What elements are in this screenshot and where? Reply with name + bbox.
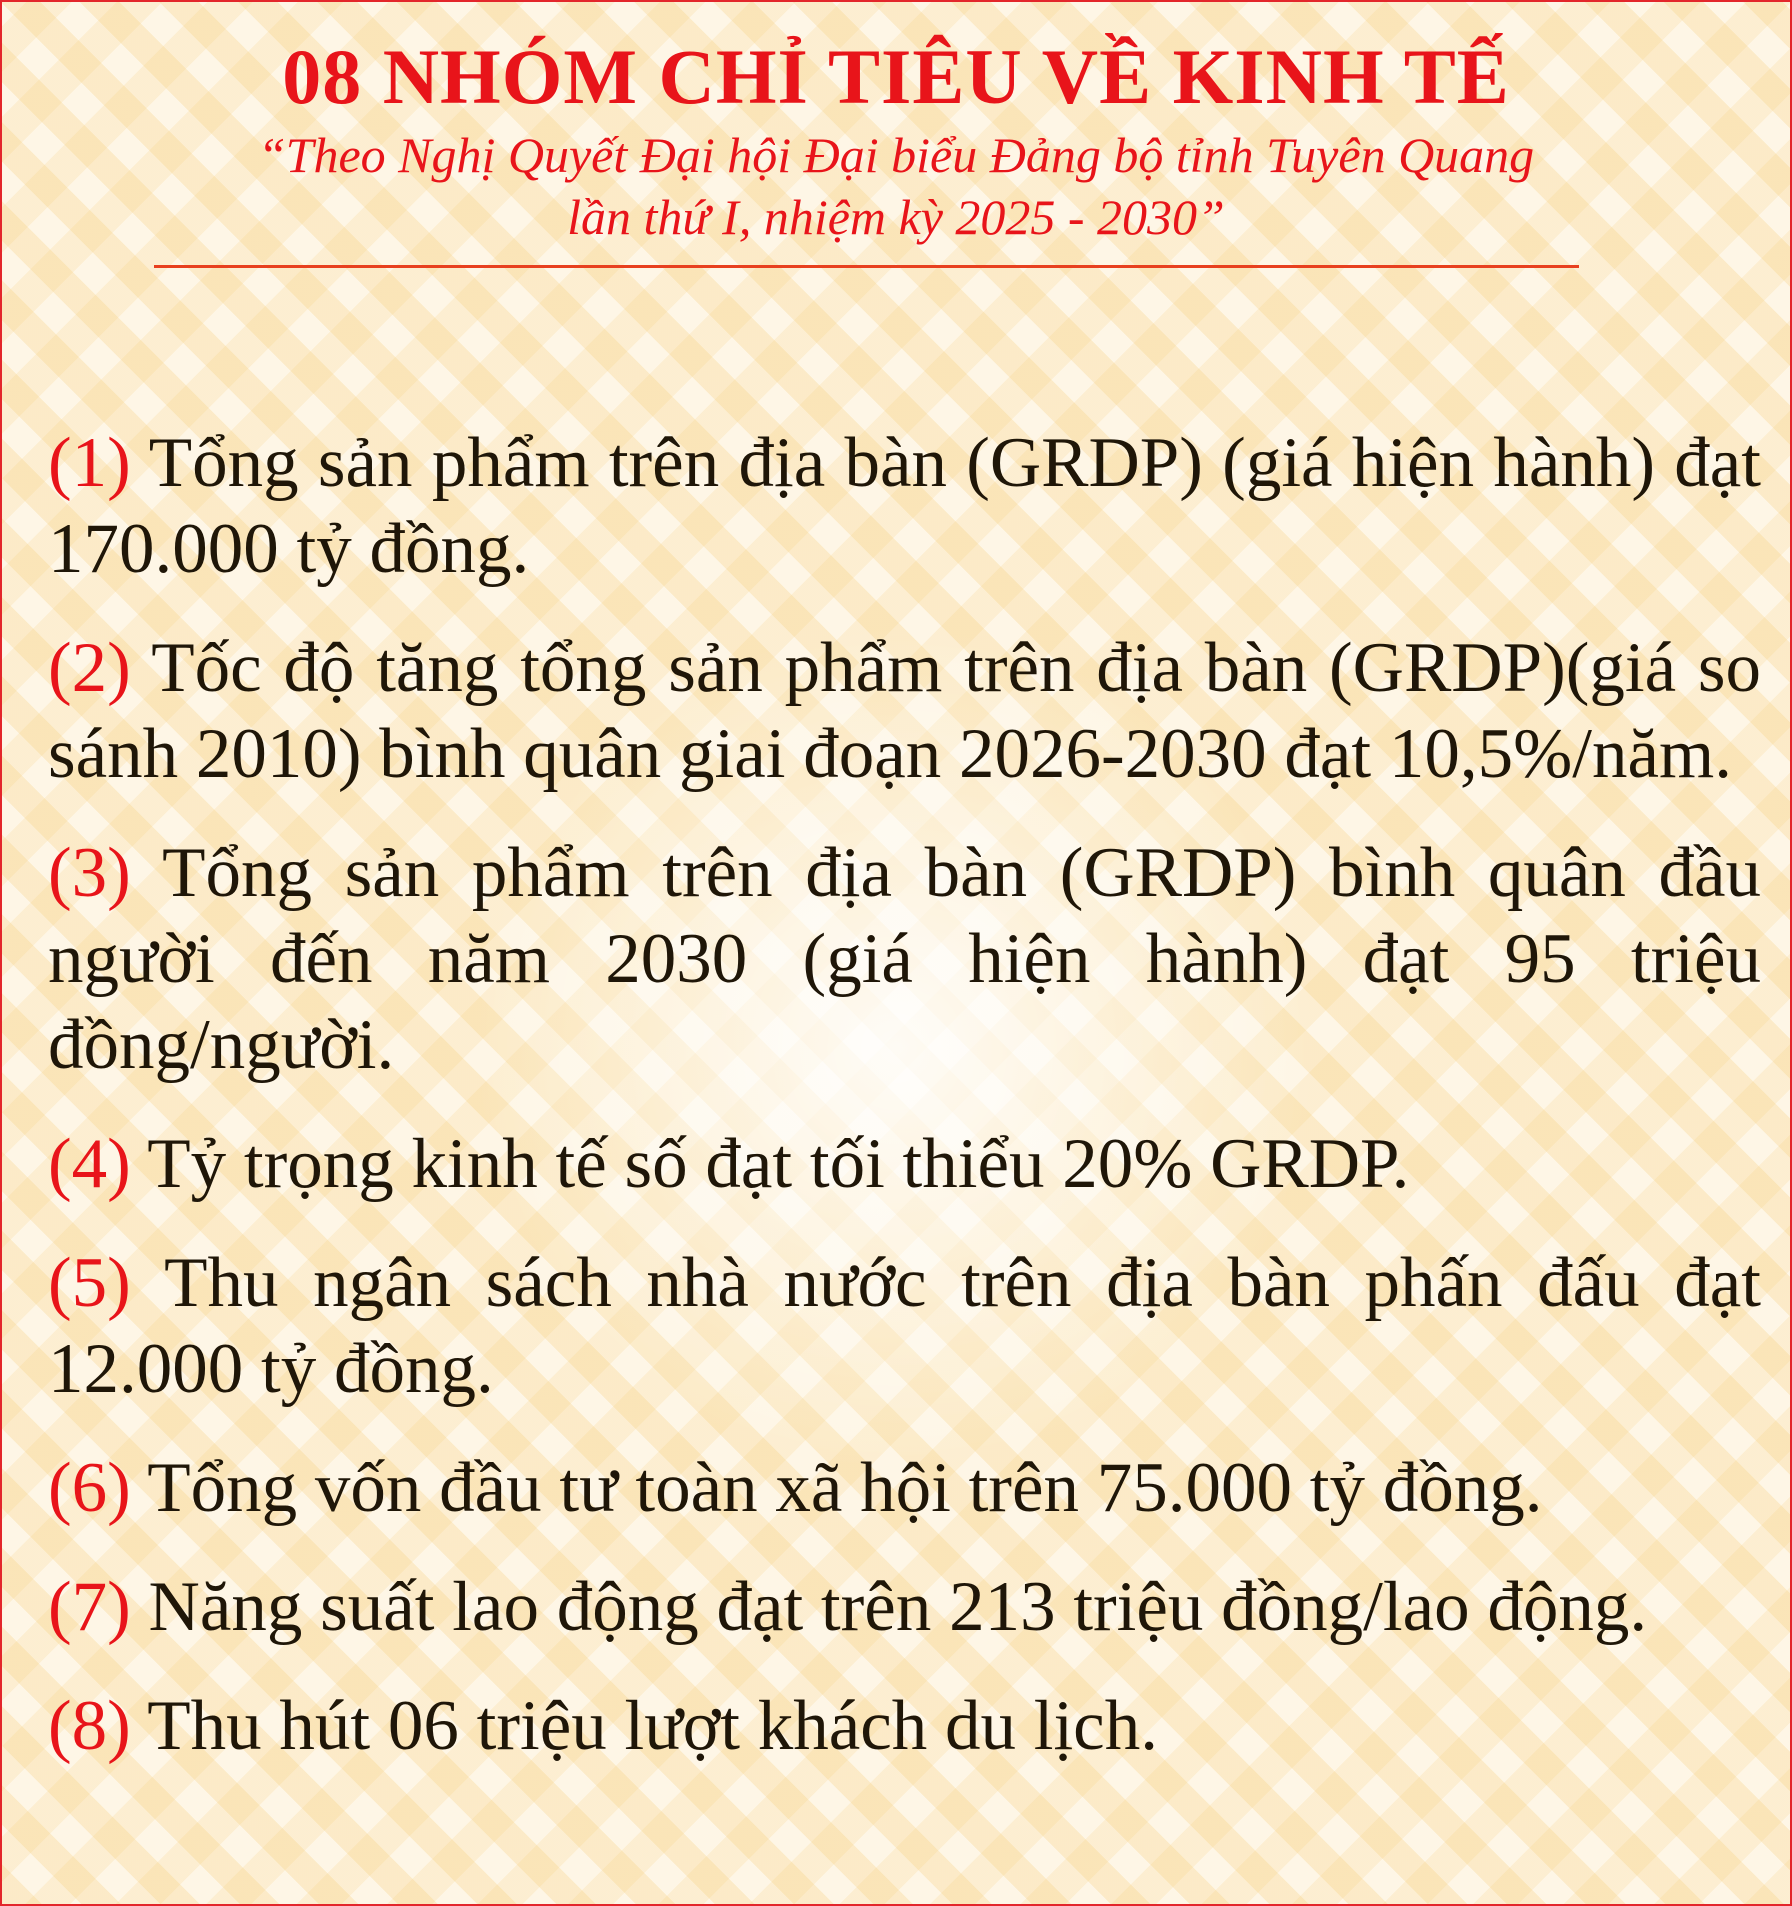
item-text: Tổng sản phẩm trên địa bàn (GRDP) bình quân đầu người đến năm 2030 (giá hiện hành) đạt 95 triệu đồng/người. — [48, 834, 1761, 1084]
indicator-item-2 — [48, 625, 1761, 797]
page-title: 08 NHÓM CHỈ TIÊU VỀ KINH TẾ — [282, 33, 1510, 120]
item-number: (8) — [48, 1687, 131, 1765]
subtitle — [2, 124, 1790, 248]
item-text: Tổng sản phẩm trên địa bàn (GRDP) (giá hiện hành) đạt 170.000 tỷ đồng. — [48, 424, 1761, 588]
subtitle-line-2: lần thứ I, nhiệm kỳ 2025 - 2030” — [567, 189, 1225, 245]
indicator-item-3 — [48, 830, 1761, 1088]
indicator-item-4 — [48, 1121, 1761, 1207]
item-number: (3) — [48, 834, 131, 912]
item-text: Năng suất lao động đạt trên 213 triệu đồng/lao động. — [130, 1568, 1648, 1646]
subtitle-line-1: “Theo Nghị Quyết Đại hội Đại biểu Đảng bộ tỉnh Tuyên Quang — [257, 127, 1535, 183]
item-text: Thu hút 06 triệu lượt khách du lịch. — [130, 1687, 1158, 1765]
item-number: (2) — [48, 629, 131, 707]
indicator-item-8 — [48, 1683, 1761, 1769]
indicator-item-5 — [48, 1240, 1761, 1412]
item-text: Tổng vốn đầu tư toàn xã hội trên 75.000 tỷ đồng. — [130, 1449, 1543, 1527]
divider — [154, 265, 1579, 268]
item-number: (5) — [48, 1244, 131, 1322]
item-number: (6) — [48, 1449, 131, 1527]
indicator-item-6 — [48, 1445, 1761, 1531]
item-text: Tỷ trọng kinh tế số đạt tối thiểu 20% GRDP. — [130, 1125, 1410, 1203]
item-number: (7) — [48, 1568, 131, 1646]
item-text: Tốc độ tăng tổng sản phẩm trên địa bàn (GRDP)(giá so sánh 2010) bình quân giai đoạn 2026-2030 đạt 10,5%/năm. — [48, 629, 1761, 793]
item-number: (1) — [48, 424, 131, 502]
item-text: Thu ngân sách nhà nước trên địa bàn phấn đấu đạt 12.000 tỷ đồng. — [48, 1244, 1761, 1408]
indicator-list — [48, 420, 1761, 1802]
indicator-item-1 — [48, 420, 1761, 592]
item-number: (4) — [48, 1125, 131, 1203]
indicator-item-7 — [48, 1564, 1761, 1650]
